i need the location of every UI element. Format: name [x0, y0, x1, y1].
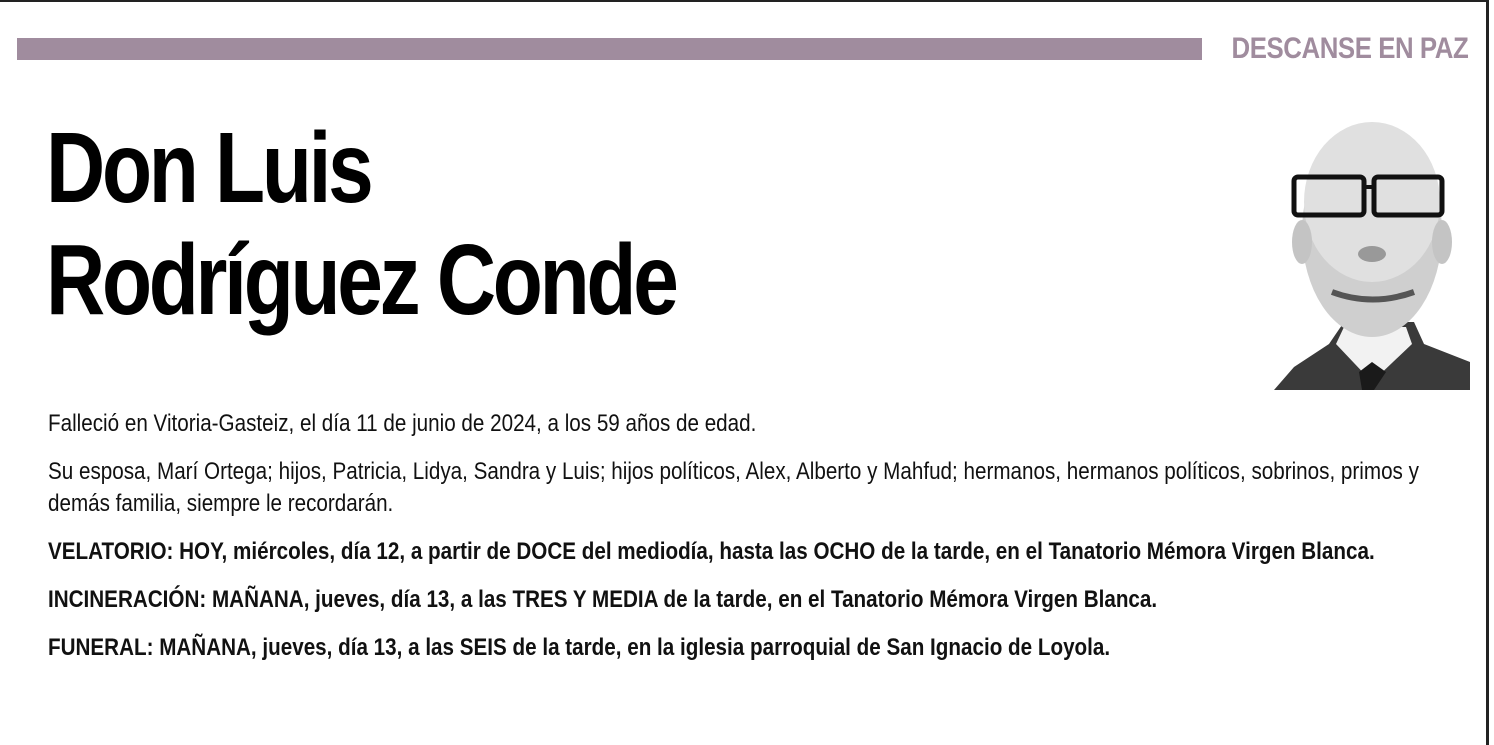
name-line-1: Don Luis	[46, 112, 371, 224]
death-notice: Falleció en Vitoria-Gasteiz, el día 11 de junio de 2024, a los 59 años de edad.	[48, 410, 757, 437]
deceased-name	[46, 112, 676, 336]
obituary-body	[48, 408, 1441, 680]
incineracion-notice: INCINERACIÓN: MAÑANA, jueves, día 13, a las TRES Y MEDIA de la tarde, en el Tanatorio Mémora Virgen Blanca.	[48, 586, 1158, 613]
portrait-photo	[1274, 82, 1470, 390]
name-line-2: Rodríguez Conde	[46, 224, 676, 336]
funeral-notice: FUNERAL: MAÑANA, jueves, día 13, a las SEIS de la tarde, en la iglesia parroquial de San Ignacio de Loyola.	[48, 634, 1111, 661]
section-label: DESCANSE EN PAZ	[1231, 32, 1468, 65]
header-bar	[17, 38, 1202, 60]
family-notice: Su esposa, Marí Ortega; hijos, Patricia, Lidya, Sandra y Luis; hijos políticos, Alex, Alberto y Mahfud; hermanos, hermanos políticos, sobrinos, primos y demás familia, siempre le recordarán.	[48, 458, 1419, 517]
velatorio-notice: VELATORIO: HOY, miércoles, día 12, a partir de DOCE del mediodía, hasta las OCHO de la tarde, en el Tanatorio Mémora Virgen Blanca.	[48, 538, 1375, 565]
